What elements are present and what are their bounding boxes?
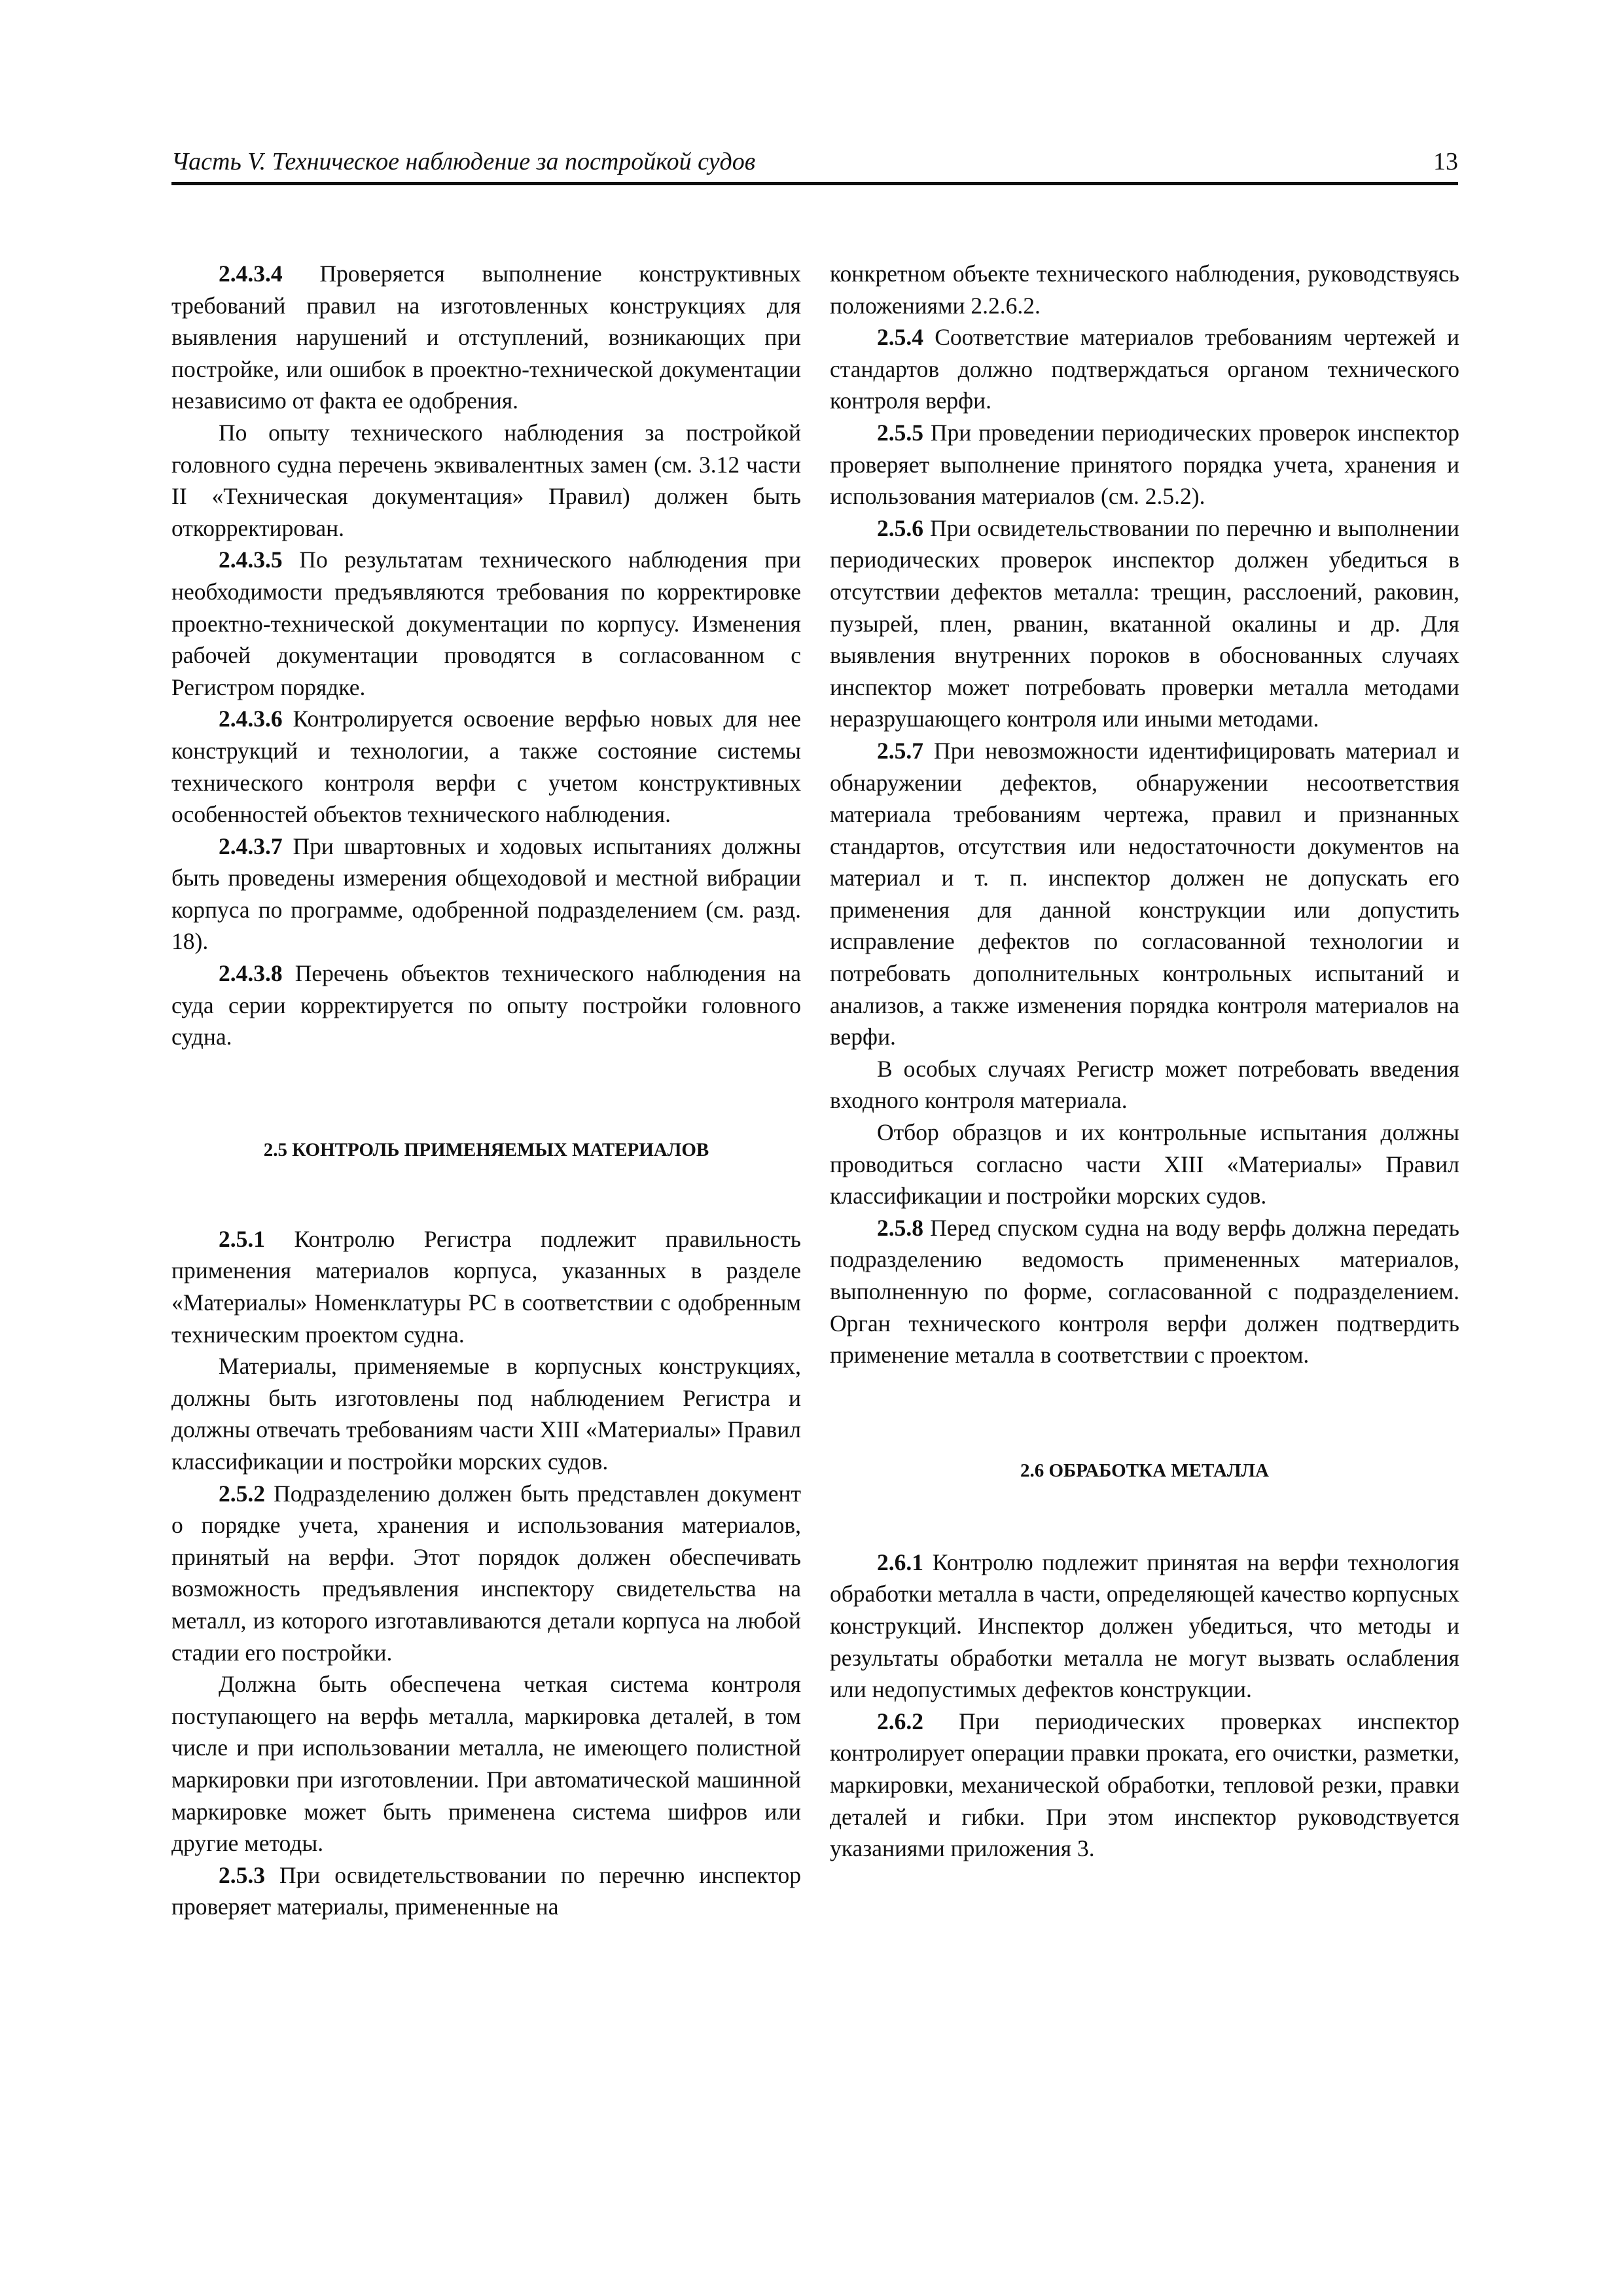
paragraph-2-4-3-7 bbox=[171, 831, 801, 958]
clause-number: 2.4.3.6 bbox=[219, 706, 283, 732]
paragraph-text: При периодических проверках инспектор контролирует операции правки проката, его очистки, разметки, маркировки, механической обработки, тепловой резки, правки деталей и гибки. При этом инспектор руководствуется указаниями приложения 3. bbox=[830, 1708, 1459, 1862]
left-column bbox=[171, 258, 801, 1923]
clause-number: 2.6.2 bbox=[877, 1708, 923, 1734]
paragraph-2-4-3-6 bbox=[171, 703, 801, 830]
paragraph-2-5-2 bbox=[171, 1478, 801, 1669]
section-spacer bbox=[830, 1484, 1459, 1547]
paragraph-2-5-5 bbox=[830, 417, 1459, 512]
running-header bbox=[171, 145, 1458, 185]
paragraph-text: При швартовных и ходовых испытаниях должны быть проведены измерения общеходовой и местной вибрации корпуса по программе, одобренной подразделением (см. разд. 18). bbox=[171, 833, 801, 955]
clause-number: 2.4.3.7 bbox=[219, 833, 283, 859]
paragraph-text: Перед спуском судна на воду верфь должна передать подразделению ведомость примененных материалов, выполненную по форме, согласованной с подразделением. Орган технического контроля верфи должен подтвердить применение металла в соответствии с проектом. bbox=[830, 1214, 1459, 1369]
paragraph-sampling bbox=[830, 1117, 1459, 1212]
paragraph-2-5-4 bbox=[830, 321, 1459, 417]
paragraph-text: Материалы, применяемые в корпусных конструкциях, должны быть изготовлены под наблюдением Регистра и должны отвечать требованиям части XIII «Материалы» Правил классификации и постройки морских судов. bbox=[171, 1353, 801, 1475]
paragraph-text: Перечень объектов технического наблюдения на суда серии корректируется по опыту постройки головного судна. bbox=[171, 960, 801, 1050]
paragraph-text: При освидетельствовании по перечню и выполнении периодических проверок инспектор должен убедиться в отсутствии дефектов металла: трещин, расслоений, раковин, пузырей, плен, рванин, вкатанной окалины и др. Для выявления внутренних пороков в обоснованных случаях инспектор может потребовать проверки металла методами неразрушающего контроля или иными методами. bbox=[830, 514, 1459, 732]
paragraph-text: Должна быть обеспечена четкая система контроля поступающего на верфь металла, маркировка деталей, в том числе и при использовании металла, не имеющего полистной маркировки при изготовлении. При автоматической машинной маркировке может быть применена система шифров или другие методы. bbox=[171, 1671, 801, 1857]
paragraph-2-4-3-8 bbox=[171, 958, 801, 1053]
clause-number: 2.4.3.8 bbox=[219, 960, 283, 987]
paragraph-2-4-3-4 bbox=[171, 258, 801, 417]
paragraph-text: Контролируется освоение верфью новых для нее конструкций и технологии, а также состояние системы технического контроля верфи с учетом конструктивных особенностей объектов технического наблюдения. bbox=[171, 706, 801, 828]
clause-number: 2.5.6 bbox=[877, 514, 923, 541]
paragraph-2-5-1 bbox=[171, 1223, 801, 1350]
paragraph-2-6-2 bbox=[830, 1706, 1459, 1865]
section-spacer bbox=[171, 1053, 801, 1137]
section-spacer bbox=[830, 1371, 1459, 1458]
paragraph-text: Контролю Регистра подлежит правильность применения материалов корпуса, указанных в разделе «Материалы» Номенклатуры РС в соответствии с одобренным техническим проектом судна. bbox=[171, 1225, 801, 1348]
paragraph-2-5-3 bbox=[171, 1859, 801, 1923]
clause-number: 2.5.4 bbox=[877, 324, 923, 351]
paragraph-text: По результатам технического наблюдения при необходимости предъявляются требования по корректировке проектно-технической документации по корпусу. Изменения рабочей документации проводятся в согласованном с Регистром порядке. bbox=[171, 547, 801, 700]
section-heading-2-6: 2.6 ОБРАБОТКА МЕТАЛЛА bbox=[1020, 1460, 1269, 1481]
paragraph-text: В особых случаях Регистр может потребовать введения входного контроля материала. bbox=[830, 1055, 1459, 1114]
paragraph-equivalent-replacements bbox=[171, 417, 801, 544]
paragraph-text: Проверяется выполнение конструктивных требований правил на изготовленных конструкциях для выявления нарушений и отступлений, возникающих при постройке, или ошибок в проектно-технической документации независимо от факта ее одобрения. bbox=[171, 260, 801, 414]
paragraph-text: При невозможности идентифицировать материал и обнаружении дефектов, обнаружении несоответствия материала требованиям чертежа, правил и признанных стандартов, отсутствия или недостаточности документов на материал и т. п. инспектор должен не допускать его применения для данной конструкции или допустить исправление дефектов по согласованной технологии и потребовать дополнительных контрольных испытаний и анализов, а также изменения порядка контроля материалов на верфи. bbox=[830, 737, 1459, 1050]
header-title: Часть V. Техническое наблюдение за постройкой судов bbox=[171, 148, 756, 175]
clause-number: 2.5.2 bbox=[219, 1480, 265, 1507]
clause-number: 2.5.5 bbox=[877, 419, 923, 446]
section-heading-2-5: 2.5 КОНТРОЛЬ ПРИМЕНЯЕМЫХ МАТЕРИАЛОВ bbox=[263, 1139, 709, 1160]
paragraph-2-5-7 bbox=[830, 735, 1459, 1053]
paragraph-text: По опыту технического наблюдения за постройкой головного судна перечень эквивалентных замен (см. 3.12 части II «Техническая документация» Правил) должен быть откорректирован. bbox=[171, 419, 801, 541]
paragraph-text: Соответствие материалов требованиям чертежей и стандартов должно подтверждаться органом технического контроля верфи. bbox=[830, 324, 1459, 414]
paragraph-text: Контролю подлежит принятая на верфи технология обработки металла в части, определяющей качество корпусных конструкций. Инспектор должен убедиться, что методы и результаты обработки металла не могут вызвать ослабления или недопустимых дефектов конструкции. bbox=[830, 1549, 1460, 1703]
paragraph-text: конкретном объекте технического наблюдения, руководствуясь положениями 2.2.6.2. bbox=[830, 260, 1459, 319]
paragraph-2-5-8 bbox=[830, 1212, 1459, 1371]
paragraph-input-control bbox=[830, 1053, 1459, 1117]
page-number: 13 bbox=[1433, 148, 1458, 175]
paragraph-2-4-3-5 bbox=[171, 544, 801, 703]
right-column bbox=[830, 258, 1459, 1865]
clause-number: 2.4.3.4 bbox=[219, 260, 283, 287]
paragraph-metal-control-system bbox=[171, 1668, 801, 1859]
clause-number: 2.5.7 bbox=[877, 737, 923, 764]
section-spacer bbox=[171, 1163, 801, 1223]
clause-number: 2.5.8 bbox=[877, 1214, 923, 1241]
paragraph-text: При освидетельствовании по перечню инспектор проверяет материалы, примененные на bbox=[171, 1861, 801, 1920]
paragraph-hull-materials bbox=[171, 1350, 801, 1477]
clause-number: 2.6.1 bbox=[877, 1549, 923, 1575]
paragraph-2-5-3-continued bbox=[830, 258, 1459, 321]
clause-number: 2.5.3 bbox=[219, 1861, 265, 1888]
paragraph-text: Отбор образцов и их контрольные испытания должны проводиться согласно части XIII «Материалы» Правил классификации и постройки морских судов. bbox=[830, 1119, 1459, 1210]
paragraph-2-6-1 bbox=[830, 1547, 1459, 1706]
paragraph-text: При проведении периодических проверок инспектор проверяет выполнение принятого порядка учета, хранения и использования материалов (см. 2.5.2). bbox=[830, 419, 1459, 510]
paragraph-2-5-6 bbox=[830, 512, 1459, 735]
clause-number: 2.5.1 bbox=[219, 1225, 265, 1252]
paragraph-text: Подразделению должен быть представлен документ о порядке учета, хранения и использования материалов, принятый на верфи. Этот порядок должен обеспечивать возможность предъявления инспектору свидетельства на металл, из которого изготавливаются детали корпуса на любой стадии его постройки. bbox=[171, 1480, 801, 1666]
clause-number: 2.4.3.5 bbox=[219, 547, 283, 573]
